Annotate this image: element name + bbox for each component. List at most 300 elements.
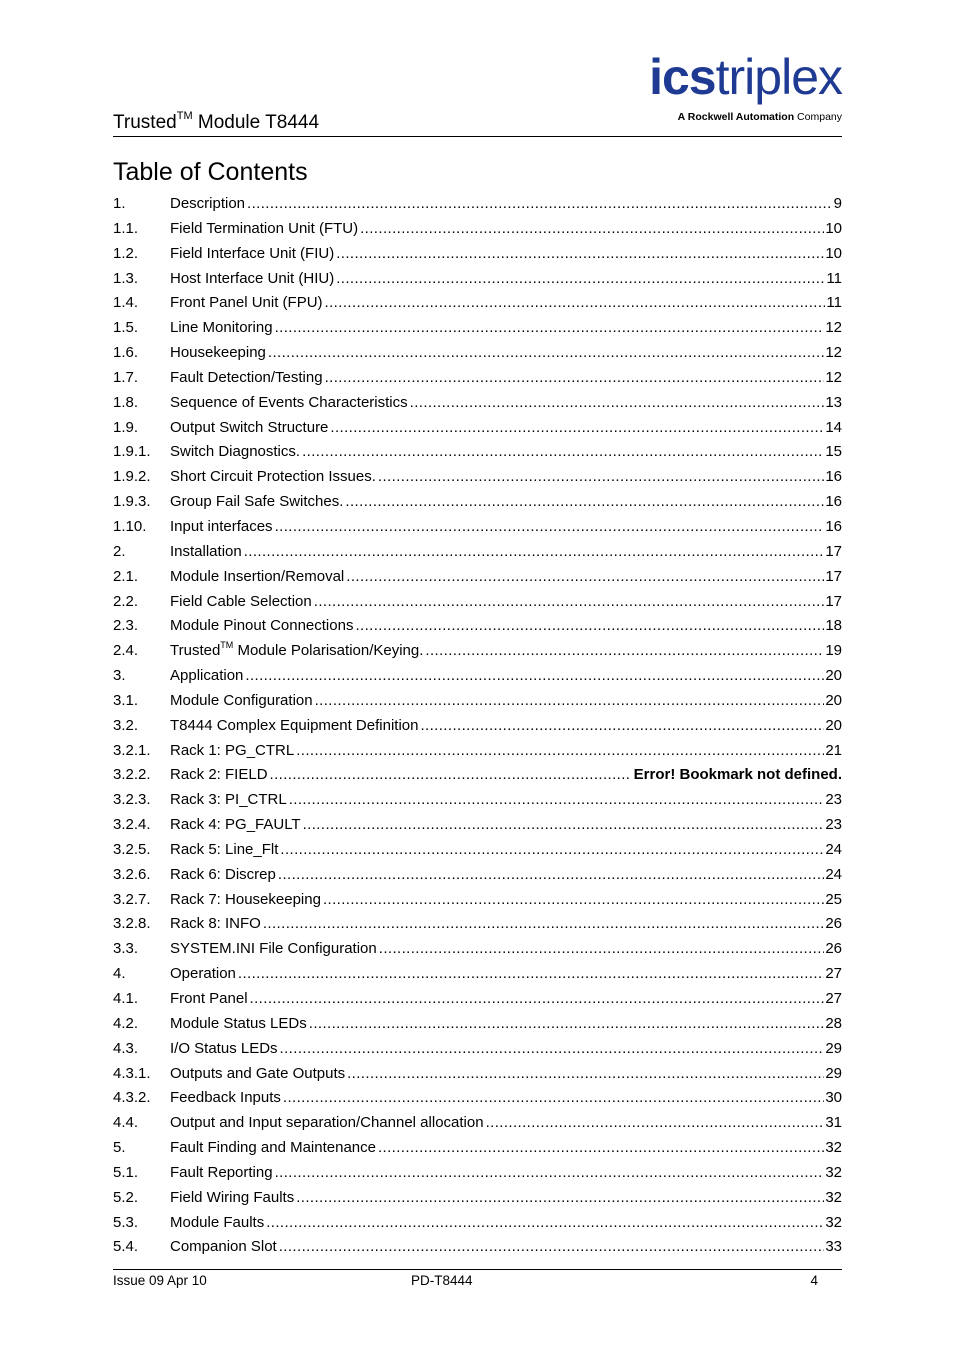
toc-entry-line: [170, 664, 842, 689]
toc-entry-page: 24: [825, 840, 842, 858]
toc-entry-title-text: I/O Status LEDs: [170, 1039, 278, 1057]
toc-entry[interactable]: [113, 1136, 842, 1161]
toc-entry-line: [170, 987, 842, 1012]
toc-dot-leader: [250, 987, 825, 1012]
toc-entry-line: [170, 366, 842, 391]
toc-entry-number: 2.2.: [113, 592, 139, 610]
toc-entry-page: 11: [826, 269, 842, 287]
toc-dot-leader: [238, 962, 824, 987]
logo-tag-brand: Rockwell Automation: [687, 111, 795, 123]
toc-dot-leader: [279, 1235, 825, 1260]
toc-heading: Table of Contents: [113, 158, 308, 186]
toc-entry-page: 11: [826, 294, 842, 312]
toc-entry-line: [170, 1012, 842, 1037]
toc-entry-line: [170, 739, 842, 764]
toc-entry-line: [170, 863, 842, 888]
toc-entry-title-text: Trusted: [170, 642, 221, 660]
toc-entry-number: 1.9.: [113, 418, 139, 436]
toc-dot-leader: [378, 1136, 824, 1161]
toc-entry-number: 1.2.: [113, 244, 139, 262]
toc-entry-line: [170, 391, 842, 416]
toc-entry-page: 17: [825, 567, 842, 585]
toc-dot-leader: [289, 788, 825, 813]
toc-entry-title-text: Rack 8: INFO: [170, 915, 261, 933]
toc-entry-number: 1.9.1.: [113, 443, 151, 461]
page-footer: [113, 1269, 842, 1292]
toc-entry[interactable]: [113, 217, 842, 242]
toc-entry-title-text: Feedback Inputs: [170, 1089, 281, 1107]
toc-dot-leader: [266, 1211, 824, 1236]
title-module-text: Module T8444: [192, 112, 320, 133]
toc-entry-number: 4.1.: [113, 990, 139, 1007]
toc-entry-line: [170, 490, 842, 515]
toc-entry-page: 29: [825, 1064, 842, 1082]
toc-entry-line: [170, 813, 842, 838]
toc-entry-number: 5.: [113, 1139, 126, 1157]
toc-dot-leader: [360, 217, 824, 242]
toc-entry-title-text: Housekeeping: [170, 344, 266, 362]
toc-entry-number: 3.: [113, 667, 126, 685]
toc-dot-leader: [410, 391, 825, 416]
toc-entry-line: [170, 267, 842, 292]
toc-entry-title: [170, 316, 275, 341]
toc-dot-leader: [280, 1037, 825, 1062]
toc-entry-title-text: Rack 4: PG_FAULT: [170, 816, 301, 834]
toc-entry-page: 17: [825, 592, 842, 610]
toc-entry[interactable]: [113, 391, 842, 416]
toc-dot-leader: [275, 1161, 825, 1186]
toc-entry-number: 1.9.2.: [113, 468, 151, 486]
toc-entry[interactable]: [113, 689, 842, 714]
toc-entry-title: [170, 1111, 486, 1136]
toc-entry[interactable]: [113, 366, 842, 391]
toc-entry-number: 2.: [113, 542, 126, 560]
toc-entry-page: 31: [825, 1114, 842, 1132]
toc-entry-title: [170, 1136, 378, 1161]
toc-entry-title-text: Fault Finding and Maintenance: [170, 1139, 376, 1157]
toc-entry[interactable]: [113, 813, 842, 838]
toc-entry-title: [170, 192, 247, 217]
toc-entry-page: 17: [825, 542, 842, 560]
toc-entry-title: [170, 341, 268, 366]
toc-entry-number: 4.: [113, 965, 126, 983]
toc-entry-title-text: Output and Input separation/Channel allocation: [170, 1114, 484, 1132]
toc-entry-title: [170, 664, 245, 689]
toc-entry[interactable]: [113, 1235, 842, 1260]
toc-entry-title: [170, 416, 330, 441]
toc-entry-line: [170, 689, 842, 714]
toc-entry-line: [170, 888, 842, 913]
toc-dot-leader: [303, 813, 825, 838]
toc-dot-leader: [315, 689, 825, 714]
toc-entry-title: [170, 987, 250, 1012]
toc-entry-line: [170, 937, 842, 962]
toc-entry-page: 28: [825, 1014, 842, 1032]
toc-entry-line: [170, 1235, 842, 1260]
toc-entry-title: [170, 540, 244, 565]
toc-entry-title: [170, 217, 360, 242]
toc-entry-title: [170, 689, 315, 714]
toc-entry-line: [170, 291, 842, 316]
toc-entry-number: 4.4.: [113, 1114, 139, 1132]
toc-entry-line: [170, 763, 842, 788]
toc-entry-line: [170, 540, 842, 565]
toc-entry-page: 20: [825, 667, 842, 685]
toc-entry-title-text: Host Interface Unit (HIU): [170, 269, 335, 287]
toc-entry-line: [170, 614, 842, 639]
toc-entry-title-text: Outputs and Gate Outputs: [170, 1064, 346, 1082]
toc-entry-page: 18: [825, 617, 842, 635]
toc-entry-title-text: Module Faults: [170, 1213, 265, 1231]
toc-dot-leader: [325, 366, 825, 391]
toc-entry-page: 24: [825, 865, 842, 883]
toc-entry-page: 20: [825, 691, 842, 709]
toc-entry-number: 1.9.3.: [113, 493, 151, 511]
toc-entry-page: 19: [825, 642, 842, 660]
toc-dot-leader: [278, 863, 824, 888]
toc-dot-leader: [345, 490, 824, 515]
toc-entry-title-text: Application: [170, 667, 244, 685]
toc-entry-page: 21: [825, 741, 842, 759]
toc-entry-title: [170, 1186, 296, 1211]
toc-entry-title: [170, 788, 289, 813]
toc-entry-number: 1.5.: [113, 319, 139, 337]
toc-entry-page: 32: [825, 1213, 842, 1231]
toc-entry-number: 5.3.: [113, 1213, 139, 1231]
ics-triplex-logo: [610, 49, 842, 132]
logo-tag-tail: Company: [794, 111, 842, 123]
toc-dot-leader: [323, 888, 824, 913]
toc-entry[interactable]: [113, 912, 842, 937]
toc-dot-leader: [263, 912, 824, 937]
toc-entry-number: 3.2.2.: [113, 766, 151, 784]
toc-entry-page: 23: [825, 816, 842, 834]
toc-dot-leader: [355, 614, 824, 639]
toc-entry-line: [170, 515, 842, 540]
toc-entry-line: [170, 639, 842, 664]
toc-entry-title: [170, 242, 336, 267]
toc-entry[interactable]: [113, 316, 842, 341]
toc-entry-title-text: Rack 7: Housekeeping: [170, 890, 321, 908]
toc-entry[interactable]: [113, 590, 842, 615]
toc-entry-title-text: Description: [170, 195, 246, 212]
toc-entry-line: [170, 1062, 842, 1087]
toc-entry-title: [170, 366, 325, 391]
toc-entry[interactable]: [113, 987, 842, 1012]
toc-entry-page: 15: [825, 443, 842, 461]
toc-entry[interactable]: [113, 714, 842, 739]
toc-dot-leader: [268, 341, 824, 366]
toc-entry-page: 33: [825, 1238, 842, 1256]
toc-entry-title-text: Rack 1: PG_CTRL: [170, 741, 295, 759]
toc-entry[interactable]: [113, 1037, 842, 1062]
toc-dot-leader: [378, 465, 824, 490]
toc-dot-leader: [425, 639, 824, 664]
toc-entry-title-text: Companion Slot: [170, 1238, 277, 1256]
toc-entry-title: [170, 763, 270, 788]
toc-dot-leader: [420, 714, 824, 739]
toc-entry-title-text: Module Pinout Connections: [170, 617, 354, 635]
toc-entry-number: 3.2.3.: [113, 791, 151, 809]
toc-entry-title: [170, 1235, 279, 1260]
toc-dot-leader: [486, 1111, 825, 1136]
toc-entry[interactable]: [113, 937, 842, 962]
toc-entry[interactable]: [113, 763, 842, 788]
toc-entry-number: 3.2.: [113, 716, 139, 734]
toc-entry-title-text: Operation: [170, 965, 236, 983]
toc-entry[interactable]: [113, 639, 842, 664]
toc-entry[interactable]: [113, 1186, 842, 1211]
toc-entry-title-text: T8444 Complex Equipment Definition: [170, 716, 419, 734]
toc-dot-leader: [379, 937, 825, 962]
toc-entry-title-text: Rack 6: Discrep: [170, 865, 276, 883]
toc-entry-number: 1.4.: [113, 294, 139, 312]
toc-dot-leader: [296, 1186, 824, 1211]
toc-entry-title: [170, 440, 302, 465]
toc-entry-title: [170, 1062, 347, 1087]
toc-entry[interactable]: [113, 490, 842, 515]
toc-entry[interactable]: [113, 614, 842, 639]
toc-entry-number: 3.2.1.: [113, 741, 151, 759]
toc-entry-title-text: Front Panel Unit (FPU): [170, 294, 323, 312]
toc-entry-title: [170, 813, 303, 838]
toc-entry-title-text: Field Wiring Faults: [170, 1188, 295, 1206]
logo-tag-lead: A: [677, 111, 688, 123]
toc-entry-page: 26: [825, 915, 842, 933]
footer-page-number: 4: [810, 1273, 818, 1288]
toc-entry-page: 27: [825, 990, 842, 1007]
toc-entry-page: 16: [825, 517, 842, 535]
toc-entry-page: 32: [825, 1163, 842, 1181]
toc-dot-leader: [275, 316, 825, 341]
toc-entry[interactable]: [113, 838, 842, 863]
toc-entry-title: [170, 614, 355, 639]
toc-entry[interactable]: [113, 565, 842, 590]
toc-entry-line: [170, 1086, 842, 1111]
toc-entry-line: [170, 590, 842, 615]
toc-entry-title-text: Fault Reporting: [170, 1163, 273, 1181]
toc-entry-title: [170, 565, 346, 590]
toc-dot-leader: [302, 440, 824, 465]
toc-entry-title-text: Short Circuit Protection Issues.: [170, 468, 376, 486]
toc-entry-title-text: Rack 2: FIELD: [170, 766, 268, 784]
toc-entry-title-text: SYSTEM.INI File Configuration: [170, 940, 377, 958]
toc-entry-page: 12: [825, 319, 842, 337]
toc-entry-number: 1.7.: [113, 368, 139, 386]
toc-entry-title-text: Input interfaces: [170, 517, 273, 535]
toc-entry-title: [170, 962, 238, 987]
toc-entry-line: [170, 1136, 842, 1161]
toc-dot-leader: [325, 291, 826, 316]
toc-entry[interactable]: [113, 515, 842, 540]
toc-entry-title-text: Output Switch Structure: [170, 418, 329, 436]
toc-entry-line: [170, 912, 842, 937]
table-of-contents: [113, 192, 842, 1260]
toc-entry-title-text: Front Panel: [170, 990, 248, 1007]
toc-entry-line: [170, 838, 842, 863]
toc-entry[interactable]: [113, 888, 842, 913]
toc-entry-number: 5.2.: [113, 1188, 139, 1206]
toc-entry-number: 1.: [113, 195, 126, 212]
toc-entry[interactable]: [113, 962, 842, 987]
toc-entry-title: [170, 863, 278, 888]
toc-entry-title: [170, 714, 420, 739]
toc-entry-page: 10: [825, 219, 842, 237]
toc-entry-title-text: Group Fail Safe Switches.: [170, 493, 344, 511]
toc-entry-number: 3.1.: [113, 691, 139, 709]
toc-entry-title: [170, 639, 425, 664]
toc-entry-title: [170, 888, 323, 913]
toc-dot-leader: [280, 838, 824, 863]
toc-entry-line: [170, 565, 842, 590]
toc-entry-line: [170, 416, 842, 441]
toc-entry[interactable]: [113, 664, 842, 689]
toc-entry-page: 25: [825, 890, 842, 908]
toc-entry[interactable]: [113, 341, 842, 366]
logo-word-ics: ics: [649, 49, 716, 105]
toc-entry[interactable]: [113, 739, 842, 764]
toc-entry-title-text: Module Configuration: [170, 691, 313, 709]
footer-issue: Issue 09 Apr 10: [113, 1273, 207, 1288]
toc-entry-page: 20: [825, 716, 842, 734]
toc-entry-line: [170, 217, 842, 242]
toc-entry-title: [170, 590, 314, 615]
toc-entry-line: [170, 1211, 842, 1236]
toc-dot-leader: [247, 192, 833, 217]
toc-entry[interactable]: [113, 291, 842, 316]
toc-entry[interactable]: [113, 192, 842, 217]
toc-entry-line: [170, 341, 842, 366]
toc-entry-title-text: Fault Detection/Testing: [170, 368, 323, 386]
toc-entry-title: [170, 1012, 309, 1037]
toc-entry-title: [170, 391, 410, 416]
toc-entry-title: [170, 267, 336, 292]
toc-entry-number: 1.6.: [113, 344, 139, 362]
toc-entry[interactable]: [113, 788, 842, 813]
toc-entry-line: [170, 316, 842, 341]
trademark-superscript: TM: [220, 640, 234, 651]
footer-document-id: PD-T8444: [411, 1273, 473, 1288]
toc-entry-line: [170, 465, 842, 490]
toc-entry-number: 2.3.: [113, 617, 139, 635]
page-header: [113, 49, 842, 137]
toc-entry-title: [170, 838, 280, 863]
toc-dot-leader: [336, 267, 825, 292]
toc-entry-title-text: Installation: [170, 542, 242, 560]
toc-entry-line: [170, 192, 842, 217]
toc-entry-page: 27: [825, 965, 842, 983]
toc-entry[interactable]: [113, 440, 842, 465]
toc-entry-line: [170, 1186, 842, 1211]
toc-entry[interactable]: [113, 540, 842, 565]
toc-entry-number: 5.1.: [113, 1163, 139, 1181]
toc-dot-leader: [347, 1062, 824, 1087]
toc-entry-page: 29: [825, 1039, 842, 1057]
toc-dot-leader: [296, 739, 824, 764]
toc-entry-title-text: Rack 5: Line_Flt: [170, 840, 279, 858]
toc-entry-title: [170, 1086, 283, 1111]
toc-entry-number: 2.4.: [113, 642, 139, 660]
toc-entry[interactable]: [113, 1111, 842, 1136]
trademark-superscript: TM: [176, 110, 193, 122]
toc-dot-leader: [309, 1012, 825, 1037]
logo-word-triplex: triplex: [715, 49, 842, 105]
toc-entry-number: 1.8.: [113, 393, 139, 411]
toc-entry[interactable]: [113, 1211, 842, 1236]
toc-entry-number: 4.3.2.: [113, 1089, 151, 1107]
toc-entry-line: [170, 242, 842, 267]
toc-entry-number: 3.2.7.: [113, 890, 151, 908]
toc-entry-number: 4.2.: [113, 1014, 139, 1032]
toc-dot-leader: [245, 664, 824, 689]
toc-entry-number: 4.3.: [113, 1039, 139, 1057]
toc-entry-number: 5.4.: [113, 1238, 139, 1256]
toc-entry-title-text: Module Insertion/Removal: [170, 567, 345, 585]
toc-dot-leader: [283, 1086, 824, 1111]
toc-entry-number: 3.2.5.: [113, 840, 151, 858]
toc-entry[interactable]: [113, 1161, 842, 1186]
toc-entry[interactable]: [113, 863, 842, 888]
toc-entry-title: [170, 490, 345, 515]
toc-entry-title-text: Field Termination Unit (FTU): [170, 219, 359, 237]
toc-entry-title: [170, 291, 325, 316]
toc-entry-page: 32: [825, 1188, 842, 1206]
toc-entry-title: [170, 739, 296, 764]
toc-dot-leader: [314, 590, 825, 615]
toc-entry-title: [170, 912, 263, 937]
toc-dot-leader: [346, 565, 824, 590]
toc-entry-title-text: Switch Diagnostics.: [170, 443, 301, 461]
toc-entry-title: [170, 1211, 266, 1236]
toc-entry-page: 12: [825, 344, 842, 362]
toc-entry-title: [170, 1161, 275, 1186]
toc-entry-title-rest: Module Polarisation/Keying.: [233, 642, 424, 660]
toc-entry-line: [170, 1111, 842, 1136]
toc-entry-number: 3.2.8.: [113, 915, 151, 933]
toc-entry-page: 16: [825, 493, 842, 511]
toc-dot-leader: [336, 242, 824, 267]
toc-entry-title: [170, 937, 379, 962]
toc-entry-line: [170, 440, 842, 465]
toc-entry[interactable]: [113, 1086, 842, 1111]
toc-entry-line: [170, 788, 842, 813]
toc-entry-number: 2.1.: [113, 567, 139, 585]
toc-entry-number: 3.3.: [113, 940, 139, 958]
toc-bookmark-error: Error! Bookmark not defined.: [633, 766, 842, 784]
toc-entry[interactable]: [113, 267, 842, 292]
toc-entry-title-text: Rack 3: PI_CTRL: [170, 791, 287, 809]
toc-entry[interactable]: [113, 1062, 842, 1087]
logo-wordmark: [649, 49, 842, 105]
toc-entry-line: [170, 1161, 842, 1186]
toc-entry-page: 32: [825, 1139, 842, 1157]
toc-entry-page: 12: [825, 368, 842, 386]
toc-entry-title-text: Field Cable Selection: [170, 592, 312, 610]
toc-entry-number: 3.2.6.: [113, 865, 151, 883]
toc-entry-title-text: Line Monitoring: [170, 319, 273, 337]
toc-entry-page: 26: [825, 940, 842, 958]
toc-entry-page: 16: [825, 468, 842, 486]
toc-entry-title: [170, 465, 378, 490]
toc-entry[interactable]: [113, 416, 842, 441]
toc-entry-title: [170, 515, 275, 540]
toc-entry[interactable]: [113, 1012, 842, 1037]
toc-entry[interactable]: [113, 242, 842, 267]
toc-entry-title: [170, 1037, 280, 1062]
toc-entry-page: 14: [825, 418, 842, 436]
toc-entry-line: [170, 962, 842, 987]
toc-entry[interactable]: [113, 465, 842, 490]
